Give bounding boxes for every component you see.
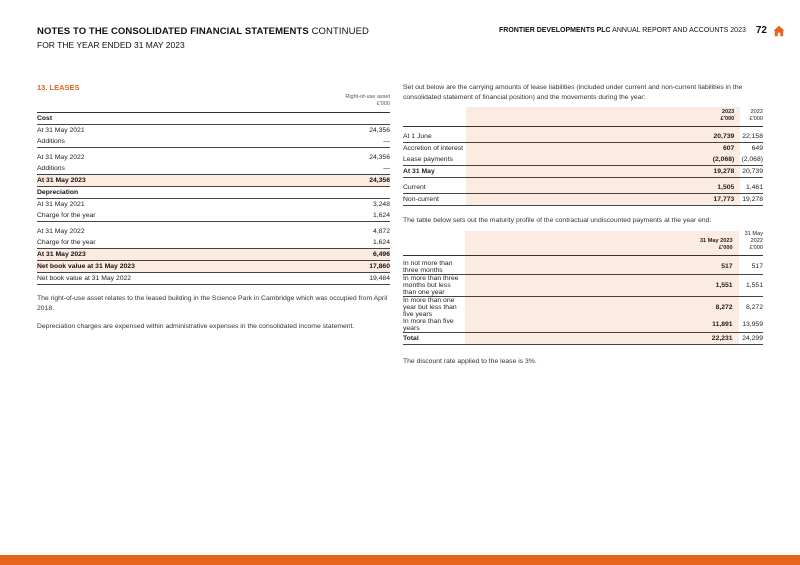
table-row-label: Additions [37,163,328,175]
table-row-label: At 1 June [403,133,432,140]
maturity-profile-table [403,231,763,345]
home-icon[interactable] [773,24,785,36]
table-row-label: Additions [37,136,328,148]
table-row-label: Net book value at 31 May 2023 [37,261,328,273]
column-header: 2022 £'000 [740,107,763,127]
table-row-label: Non-current [403,194,466,206]
table-row-label: At 31 May 2023 [37,175,328,187]
table-row-label: At 31 May 2021 [37,201,85,208]
page-title: NOTES TO THE CONSOLIDATED FINANCIAL STATEMENTS CONTINUED [37,26,369,37]
table-cell: 6,496 [328,249,390,261]
table-row-label: In more than five years [403,318,465,333]
column-header: 31 May 2022 £'000 [739,231,763,256]
table-cell: 19,278 [466,166,740,178]
table-cell: 607 [466,143,740,155]
table-row-label: Current [403,182,466,194]
table-cell: 13,959 [739,318,763,333]
table-cell: 19,278 [740,194,763,206]
table-row-label: Total [403,332,465,344]
table-row-label: Lease payments [403,154,466,166]
right-of-use-table [37,113,390,285]
table-cell: 22,158 [742,133,763,140]
table-row-label: Charge for the year [37,237,328,249]
table-cell: 20,739 [466,131,740,143]
table-cell: 1,551 [465,274,739,296]
table-cell: 20,739 [740,166,763,178]
table-cell: (2,068) [466,154,740,166]
table-cell: 24,356 [328,175,390,187]
table-cell: (2,068) [740,154,763,166]
page-header-left [37,26,369,50]
table-cell: 1,624 [328,210,390,222]
report-name: FRONTIER DEVELOPMENTS PLC ANNUAL REPORT AND ACCOUNTS 2023 [498,26,746,34]
table-cell: 1,461 [740,182,763,194]
table-cell: 24,356 [369,154,390,161]
table-cell: 24,356 [328,125,390,137]
table-cell: 17,860 [328,261,390,273]
table-cell: 1,551 [739,274,763,296]
column-header: Right-of-use asset £'000 [37,94,390,113]
lease-liabilities-table [403,107,763,206]
table-cell: 19,484 [328,273,390,285]
table-row-label: At 31 May 2022 [37,228,85,235]
table-cell: 17,773 [466,194,740,206]
table-cell: 517 [739,260,763,275]
table-cell: 24,299 [739,332,763,344]
table-cell: 8,272 [465,296,739,318]
note-paragraph: The discount rate applied to the lease is 3%. [403,357,537,365]
table-row-label: Charge for the year [37,210,328,222]
note-paragraph: The right-of-use asset relates to the leased building in the Science Park in Cambridge which was occupied from April 2018. [37,295,388,312]
table-cell: 4,872 [372,228,390,235]
table-cell: 3,248 [372,201,390,208]
page-header-right [499,24,785,36]
column-header: 31 May 2023 £'000 [465,231,739,256]
table-row-label: At 31 May [403,166,466,178]
table-cell: 1,505 [466,182,740,194]
table-row-label: Accretion of interest [403,143,466,155]
table-cell: 8,272 [745,303,763,311]
table-row-label: In more than three months but less than one year [403,274,465,296]
table-row-label: At 31 May 2022 [37,154,85,161]
page-number: 72 [755,24,767,36]
table-cell: 517 [465,260,739,275]
table-row-label: In not more than three months [403,260,465,275]
table-row-label: At 31 May 2021 [37,125,328,137]
intro-paragraph: Set out below are the carrying amounts of lease liabilities (included under current and non-current liabilities in the consolidated statement of financial position) and the movements during the year: [403,84,743,101]
table-cell: 22,231 [465,332,739,344]
table-cell: — [328,136,390,148]
footer-bar [0,555,800,565]
table-row-label: In more than one year but less than five years [403,296,457,318]
lease-liabilities-section [403,83,763,366]
section-title: 13. LEASES [37,83,80,92]
table-row-label: Depreciation [37,187,328,199]
column-header: 2023 £'000 [466,107,740,127]
intro-paragraph: The table below sets out the maturity profile of the contractual undiscounted payments at the year end: [403,217,712,224]
leases-section [37,83,390,332]
page-subtitle: FOR THE YEAR ENDED 31 MAY 2023 [37,40,185,50]
table-cell: — [328,163,390,175]
table-row-label: Net book value at 31 May 2022 [37,273,328,285]
table-row-label: At 31 May 2023 [37,249,328,261]
table-cell: 649 [740,143,763,155]
note-paragraph: Depreciation charges are expensed within administrative expenses in the consolidated income statement. [37,323,355,330]
table-cell: 1,624 [328,237,390,249]
table-row-label: Cost [37,115,53,122]
table-cell: 11,891 [465,318,739,333]
